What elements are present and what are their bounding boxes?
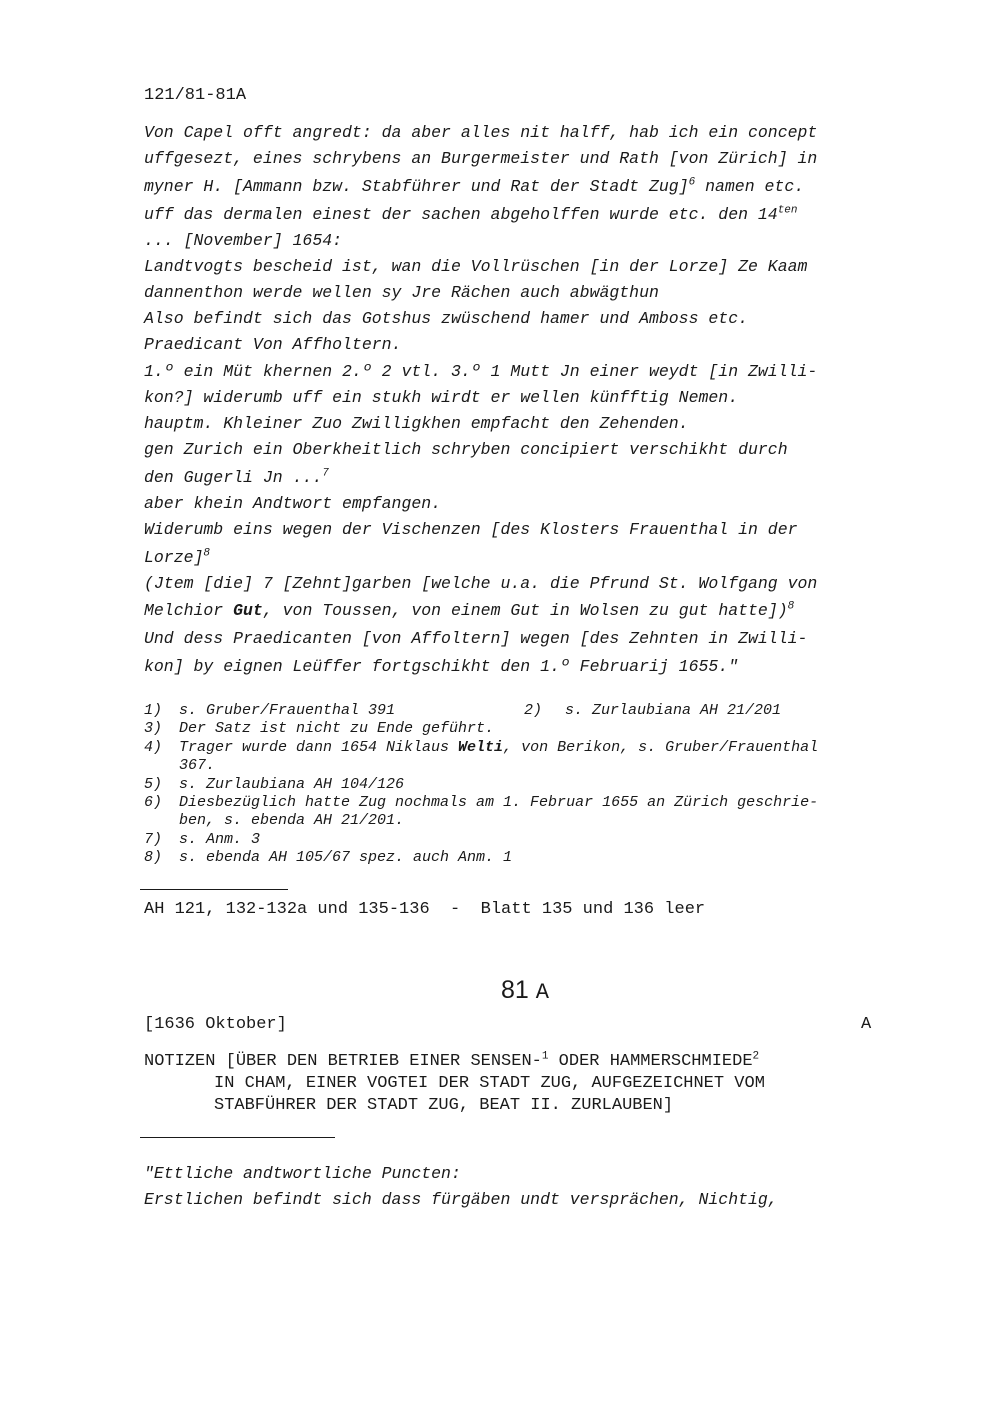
footnote-number: 5): [144, 776, 163, 793]
text-line: Landtvogts bescheid ist, wan die Vollrüschen [in der Lorze] Ze Kaam: [144, 257, 808, 276]
superscript: ten: [777, 204, 798, 217]
section-divider: [140, 889, 288, 890]
text-line: Widerumb eins wegen der Vischenzen [des Klosters Frauenthal in der: [144, 520, 798, 539]
text-line: 1.º ein Müt khernen 2.º 2 vtl. 3.º 1 Mutt Jn einer weydt [in Zwilli-: [144, 362, 818, 381]
bold-name: Welti: [458, 739, 504, 756]
text-line: kon] by eignen Leüffer fortgschikht den 1.º Februarij 1655.": [144, 657, 739, 676]
text-line: myner H. [Ammann bzw. Stabführer und Rat der Stadt Zug]$^6$ namen etc.: [144, 176, 805, 196]
text-line: Melchior Gut, von Toussen, von einem Gut in Wolsen zu gut hatte])$^8$: [144, 600, 795, 620]
text-line: uff das dermalen einest der sachen abgeholffen wurde etc. den $14^{ten}$: [144, 204, 798, 224]
footnote-ref: 2: [752, 1050, 760, 1063]
footnote-text: Der Satz ist nicht zu Ende geführt.: [179, 720, 495, 737]
bold-name: Gut: [233, 601, 263, 620]
document-number: 81 A: [501, 976, 549, 1005]
footnote-number: 1): [144, 702, 163, 719]
text-line: den Gugerli Jn ...$^7$: [144, 467, 329, 487]
footnote-number: 6): [144, 794, 163, 811]
footnote-ref: 7: [322, 467, 329, 480]
footnote-text: Diesbezüglich hatte Zug nochmals am 1. Februar 1655 an Zürich geschrie-: [179, 794, 819, 811]
text-line: ... [November] 1654:: [144, 231, 343, 250]
footnote-ref: 8: [203, 547, 211, 560]
document-heading: STABFÜHRER DER STADT ZUG, BEAT II. ZURLAUBEN]: [214, 1096, 674, 1115]
footnote-text: s. Zurlaubiana AH 104/126: [179, 776, 405, 793]
text-line: (Jtem [die] 7 [Zehnt]garben [welche u.a. die Pfrund St. Wolfgang von: [144, 574, 818, 593]
footnote-number: 2): [524, 702, 543, 719]
text-line: Von Capel offt angredt: da aber alles nit halff, hab ich ein concept: [144, 123, 818, 142]
version-letter: A: [861, 1015, 872, 1034]
footnote-text: s. Anm. 3: [179, 831, 261, 848]
footnote-number: 7): [144, 831, 163, 848]
footnote-number: 3): [144, 720, 163, 737]
footnote-ref: 8: [787, 600, 795, 613]
footnote-ref: 6: [688, 176, 696, 189]
footnote-text: 367.: [179, 757, 216, 774]
text-line: Erstlichen befindt sich dass fürgäben undt versprächen, Nichtig,: [144, 1190, 778, 1209]
footnote-text: ben, s. ebenda AH 21/201.: [179, 812, 405, 829]
text-line: Praedicant Von Affholtern.: [144, 335, 402, 354]
page-reference: 121/81-81A: [144, 86, 247, 105]
text-line: hauptm. Khleiner Zuo Zwilligkhen empfacht den Zehenden.: [144, 414, 689, 433]
text-line: Und dess Praedicanten [von Affoltern] wegen [des Zehnten in Zwilli-: [144, 629, 808, 648]
document-heading: IN CHAM, EINER VOGTEI DER STADT ZUG, AUFGEZEICHNET VOM: [214, 1074, 765, 1093]
text-line: gen Zurich ein Oberkheitlich schryben concipiert verschikht durch: [144, 440, 788, 459]
footnote-text: s. Zurlaubiana AH 21/201: [565, 702, 782, 719]
heading-divider: [140, 1137, 335, 1138]
footnote-number: 4): [144, 739, 163, 756]
document-date: [1636 Oktober]: [144, 1015, 287, 1034]
source-reference: AH 121, 132-132a und 135-136 - Blatt 135 und 136 leer: [144, 900, 706, 919]
footnote-text: s. ebenda AH 105/67 spez. auch Anm. 1: [179, 849, 513, 866]
footnote-ref: 1: [541, 1050, 549, 1063]
footnote-number: 8): [144, 849, 163, 866]
text-line: Lorze]$^8$: [144, 547, 211, 567]
text-line: "Ettliche andtwortliche Puncten:: [144, 1164, 461, 1183]
text-line: aber khein Andtwort empfangen.: [144, 494, 442, 513]
text-line: Also befindt sich das Gotshus zwüschend hamer und Amboss etc.: [144, 309, 748, 328]
text-line: kon?] widerumb uff ein stukh wirdt er wellen künfftig Nemen.: [144, 388, 739, 407]
text-line: dannenthon werde wellen sy Jre Rächen auch abwägthun: [144, 283, 659, 302]
text-line: uffgesezt, eines schrybens an Burgermeister und Rath [von Zürich] in: [144, 149, 818, 168]
footnote-text: Trager wurde dann 1654 Niklaus Welti, von Berikon, s. Gruber/Frauenthal: [179, 739, 819, 756]
footnote-text: s. Gruber/Frauenthal 391: [179, 702, 396, 719]
document-heading: NOTIZEN [ÜBER DEN BETRIEB EINER SENSEN-$^1$ ODER HAMMERSCHMIEDE$^2$: [144, 1050, 760, 1071]
